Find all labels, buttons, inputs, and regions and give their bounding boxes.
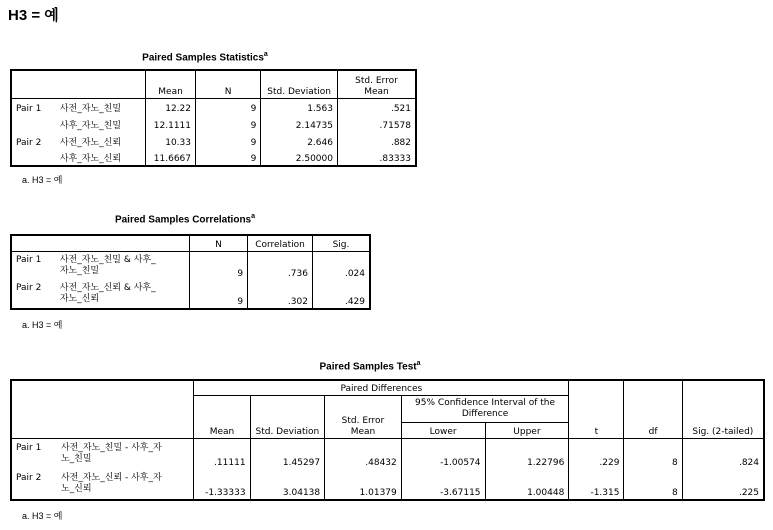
corr-pair: Pair 1	[16, 254, 42, 265]
stats-pair: Pair 2	[16, 138, 42, 148]
stats-se: .83333	[379, 154, 411, 164]
test-var	[57, 438, 194, 469]
stats-se: .521	[390, 104, 411, 114]
corr-var-line1: 사전_자노_친밀 & 사후_	[59, 254, 156, 265]
test-upper: 1.00448	[485, 469, 569, 500]
stats-sd: 2.646	[261, 132, 338, 149]
corr-caption	[100, 213, 270, 225]
corr-corr: .736	[248, 251, 313, 280]
stats-var: 사후_자노_친밀	[56, 115, 146, 132]
stats-mean: 12.22	[146, 98, 196, 115]
test-header-se	[325, 395, 402, 438]
test-pair: Pair 1	[16, 442, 42, 453]
stats-n: 9	[196, 132, 261, 149]
test-header-t: t	[569, 380, 624, 438]
test-caption-text: Paired Samples Test	[319, 361, 417, 373]
table-row	[11, 115, 416, 132]
stats-header-se-line2: Mean	[364, 86, 389, 97]
stats-header-mean: Mean	[146, 70, 196, 98]
test-header-sd: Std. Deviation	[250, 395, 325, 438]
stats-header-n: N	[196, 70, 261, 98]
test-sd: 3.04138	[250, 469, 325, 500]
stats-var: 사전_자노_신뢰	[56, 132, 146, 149]
test-caption	[300, 360, 440, 372]
test-header-lower: Lower	[401, 422, 485, 438]
test-header-se-line1: Std. Error	[341, 415, 385, 426]
test-header-mean: Mean	[194, 395, 250, 438]
stats-var: 사후_자노_신뢰	[56, 149, 146, 166]
test-header-paired: Paired Differences	[194, 380, 569, 395]
test-footnote: a. H3 = 예	[22, 511, 63, 521]
test-var	[57, 469, 194, 500]
table-row	[11, 149, 416, 166]
corr-corr: .302	[248, 280, 313, 309]
stats-header-blank2	[56, 70, 146, 98]
corr-header-blank2	[56, 235, 189, 251]
corr-n: 9	[189, 280, 247, 309]
corr-var-line2: 자노_신뢰	[59, 294, 100, 304]
corr-header-blank	[11, 235, 56, 251]
stats-sd: 2.50000	[261, 149, 338, 166]
corr-table	[10, 234, 371, 310]
test-var-line2: 노_친밀	[60, 453, 92, 464]
table-row	[11, 469, 764, 500]
test-df: 8	[624, 438, 682, 469]
test-header-blank2	[57, 380, 194, 438]
test-var-line1: 사전_자노_신뢰 - 사후_자	[60, 473, 162, 483]
stats-mean: 12.1111	[146, 115, 196, 132]
test-t: .229	[569, 438, 624, 469]
test-table	[10, 379, 765, 501]
test-header-df: df	[624, 380, 682, 438]
corr-var	[56, 280, 189, 309]
test-sig: .824	[738, 458, 759, 468]
stats-n: 9	[196, 149, 261, 166]
table-row	[11, 251, 370, 280]
test-sd: 1.45297	[250, 438, 325, 469]
test-header-sig: Sig. (2-tailed)	[682, 380, 764, 438]
test-sig: .225	[738, 488, 759, 498]
stats-pair: Pair 1	[16, 104, 42, 114]
stats-header-blank	[11, 70, 56, 98]
test-header-blank	[11, 380, 57, 438]
stats-table	[10, 69, 417, 167]
corr-var-line2: 자노_친밀	[59, 265, 100, 276]
stats-n: 9	[196, 98, 261, 115]
corr-footnote: a. H3 = 예	[22, 320, 63, 330]
stats-se: .882	[390, 138, 411, 148]
stats-caption-sup: a	[263, 51, 268, 58]
stats-footnote: a. H3 = 예	[22, 175, 63, 185]
corr-n: 9	[189, 251, 247, 280]
test-var-line1: 사전_자노_친밀 - 사후_자	[60, 442, 162, 453]
table-row	[11, 280, 370, 309]
stats-sd: 2.14735	[261, 115, 338, 132]
stats-var: 사전_자노_친밀	[56, 98, 146, 115]
page-title: H3 = 예	[8, 7, 59, 24]
test-header-ci-line2: Difference	[461, 408, 509, 419]
test-lower: -3.67115	[401, 469, 485, 500]
corr-sig: .429	[344, 297, 365, 307]
table-row	[11, 132, 416, 149]
stats-header-se-line1: Std. Error	[355, 75, 398, 86]
test-upper: 1.22796	[485, 438, 569, 469]
corr-header-corr: Correlation	[248, 235, 313, 251]
test-header-ci-line1: 95% Confidence Interval of the	[415, 397, 556, 408]
stats-n: 9	[196, 115, 261, 132]
test-df: 8	[624, 469, 682, 500]
test-header-ci	[401, 395, 569, 422]
stats-se: .71578	[379, 121, 411, 131]
stats-sd: 1.563	[261, 98, 338, 115]
test-pair: Pair 2	[16, 473, 42, 483]
test-caption-sup: a	[416, 360, 421, 367]
test-se: .48432	[325, 438, 402, 469]
stats-pair	[11, 115, 56, 132]
test-var-line2: 노_신뢰	[60, 484, 92, 494]
table-row	[11, 98, 416, 115]
test-header-se-line2: Mean	[350, 426, 376, 437]
test-mean: -1.33333	[194, 469, 250, 500]
stats-mean: 10.33	[146, 132, 196, 149]
corr-pair: Pair 2	[16, 283, 42, 293]
stats-header-se	[337, 70, 416, 98]
stats-header-sd: Std. Deviation	[261, 70, 338, 98]
corr-caption-sup: a	[251, 213, 256, 220]
table-row	[11, 438, 764, 469]
stats-mean: 11.6667	[146, 149, 196, 166]
test-mean: .11111	[194, 438, 250, 469]
corr-header-sig: Sig.	[312, 235, 370, 251]
corr-caption-text: Paired Samples Correlations	[114, 214, 252, 226]
test-lower: -1.00574	[401, 438, 485, 469]
corr-sig: .024	[344, 269, 365, 279]
stats-caption	[120, 51, 290, 63]
corr-var-line1: 사전_자노_신뢰 & 사후_	[59, 283, 156, 293]
test-t: -1.315	[569, 469, 624, 500]
stats-pair	[11, 149, 56, 166]
corr-var	[56, 251, 189, 280]
stats-caption-text: Paired Samples Statistics	[142, 52, 264, 64]
test-header-upper: Upper	[485, 422, 569, 438]
test-se: 1.01379	[325, 469, 402, 500]
corr-header-n: N	[189, 235, 247, 251]
